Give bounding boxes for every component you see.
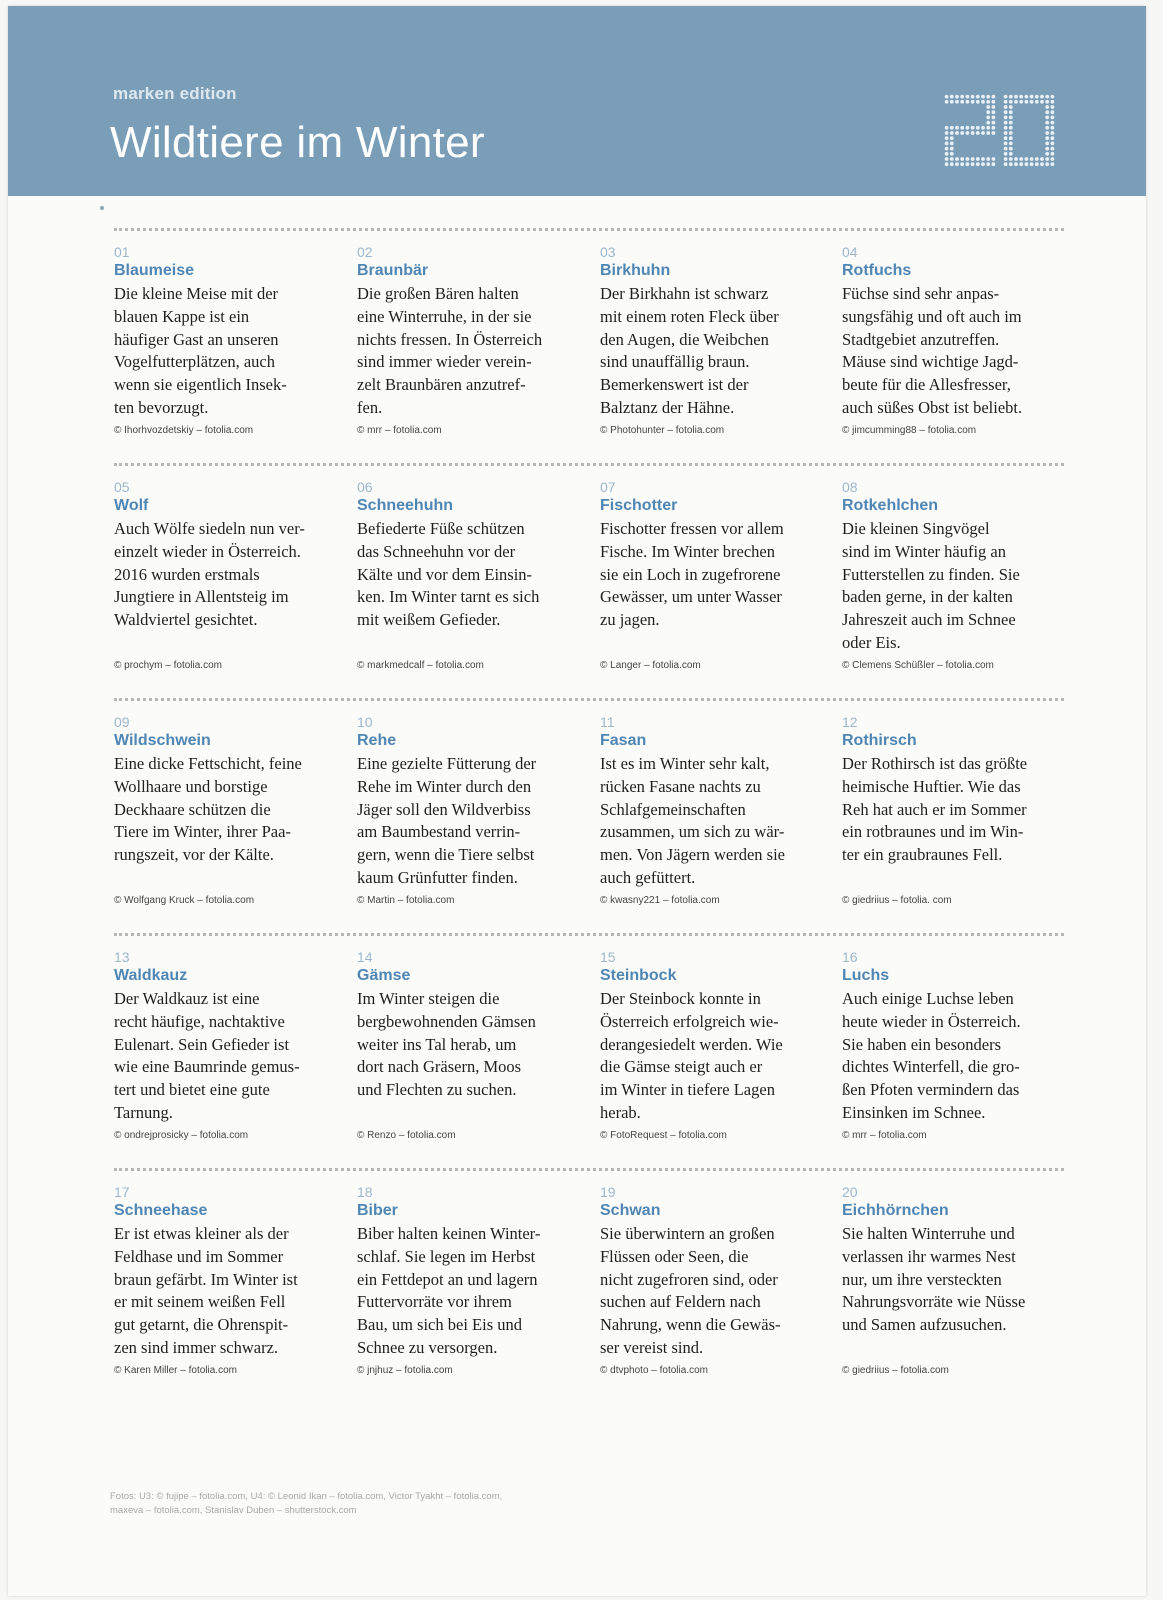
year-dot — [976, 95, 980, 99]
year-dot — [1009, 131, 1013, 135]
year-dot — [950, 142, 954, 146]
year-dot — [1051, 126, 1055, 130]
year-dot — [950, 162, 954, 166]
year-dot — [976, 100, 980, 104]
photo-credit: © mrr – fotolia.com — [357, 425, 442, 436]
year-dot — [986, 121, 990, 125]
year-dot — [966, 157, 970, 161]
entry-number: 10 — [357, 714, 373, 730]
year-dot — [986, 100, 990, 104]
year-dot — [955, 95, 959, 99]
year-dot — [986, 116, 990, 120]
year-dot — [971, 100, 975, 104]
photo-credit: © giedriius – fotolia.com — [842, 1365, 949, 1376]
year-dot — [971, 157, 975, 161]
animal-description: Er ist etwas kleiner als der Feldhase und im Sommer braun gefärbt. Im Winter ist er mit seinem weißen Fell gut getarnt, die Ohrenspit- zen sind immer schwarz. — [114, 1224, 298, 1357]
year-dot — [1051, 147, 1055, 151]
year-dot — [992, 131, 996, 135]
year-dot — [992, 95, 996, 99]
year-dot — [971, 131, 975, 135]
year-dot — [1045, 152, 1049, 156]
animal-entry — [114, 713, 346, 925]
year-dot — [966, 126, 970, 130]
year-dot — [955, 126, 959, 130]
animal-entry — [842, 1183, 1074, 1395]
year-dot — [950, 147, 954, 151]
animal-description: Auch Wölfe siedeln nun ver- einzelt wieder in Österreich. 2016 wurden erstmals Jungtiere in Allentsteig im Waldviertel gesichtet. — [114, 519, 305, 630]
photo-credit: © jnjhuz – fotolia.com — [357, 1365, 453, 1376]
animal-description: Ist es im Winter sehr kalt, rücken Fasane nachts zu Schlafgemeinschaften zusammen, um sich zu wär- men. Von Jägern werden sie auch gefüttert. — [600, 754, 785, 887]
year-dot — [1009, 152, 1013, 156]
photo-credit: © Martin – fotolia.com — [357, 895, 455, 906]
year-dot — [1045, 147, 1049, 151]
year-dot — [1051, 110, 1055, 114]
year-dot — [945, 136, 949, 140]
animal-entry — [357, 713, 589, 925]
animal-entry — [600, 948, 832, 1160]
entry-number: 20 — [842, 1184, 858, 1200]
year-dot — [1035, 95, 1039, 99]
year-dot — [945, 162, 949, 166]
entry-number: 16 — [842, 949, 858, 965]
grid-row — [114, 1168, 1064, 1403]
animal-entry — [357, 243, 589, 455]
year-dot — [1004, 105, 1008, 109]
animal-name: Rotfuchs — [842, 262, 912, 279]
animal-description: Sie halten Winterruhe und verlassen ihr warmes Nest nur, um ihre versteckten Nahrungsvorräte wie Nüsse und Samen aufzusuchen. — [842, 1224, 1026, 1335]
animal-description: Der Waldkauz ist eine recht häufige, nachtaktive Eulenart. Sein Gefieder ist wie eine Baumrinde gemus- tert und bietet eine gute Tarnung. — [114, 989, 300, 1122]
animal-description: Die kleinen Singvögel sind im Winter häufig an Futterstellen zu finden. Sie baden gerne, in der kalten Jahreszeit auch im Schnee oder Eis. — [842, 519, 1020, 652]
animal-entry — [357, 1183, 589, 1395]
year-dot — [1040, 162, 1044, 166]
animal-entry — [114, 948, 346, 1160]
year-dot — [945, 147, 949, 151]
animal-name: Rothirsch — [842, 732, 917, 749]
entry-number: 06 — [357, 479, 373, 495]
year-dot — [1009, 121, 1013, 125]
photo-credit: © Ihorhvozdetskiy – fotolia.com — [114, 425, 254, 436]
animal-name: Schneehase — [114, 1202, 208, 1219]
year-dot — [1051, 131, 1055, 135]
entry-number: 15 — [600, 949, 616, 965]
year-dot — [1045, 100, 1049, 104]
year-dot — [950, 136, 954, 140]
photo-credit: © Karen Miller – fotolia.com — [114, 1365, 237, 1376]
photo-credit: © mrr – fotolia.com — [842, 1130, 927, 1141]
header-banner — [8, 6, 1146, 196]
year-dot — [960, 157, 964, 161]
year-dot — [971, 95, 975, 99]
photo-credits-footer — [110, 1490, 710, 1518]
year-dot — [992, 162, 996, 166]
grid-row — [114, 228, 1064, 463]
year-dot — [1004, 162, 1008, 166]
year-dot — [1004, 131, 1008, 135]
year-dot — [992, 100, 996, 104]
year-dot — [945, 157, 949, 161]
entry-number: 01 — [114, 244, 130, 260]
animal-entry — [114, 1183, 346, 1395]
entry-number: 08 — [842, 479, 858, 495]
animal-grid — [114, 228, 1064, 1403]
year-dot — [1025, 100, 1029, 104]
animal-description: Die kleine Meise mit der blauen Kappe ist ein häufiger Gast an unseren Vogelfutterplätzen, auch wenn sie eigentlich Insek- ten bevorzugt. — [114, 284, 287, 417]
year-dot — [981, 95, 985, 99]
year-dot — [1014, 162, 1018, 166]
year-dot — [1004, 136, 1008, 140]
animal-entry — [357, 948, 589, 1160]
animal-name: Eichhörnchen — [842, 1202, 949, 1219]
year-dot — [960, 131, 964, 135]
year-dot — [971, 162, 975, 166]
year-dot — [1051, 121, 1055, 125]
photo-credit: © Langer – fotolia.com — [600, 660, 701, 671]
animal-name: Fasan — [600, 732, 647, 749]
year-dot — [1004, 95, 1008, 99]
grid-row — [114, 463, 1064, 698]
year-dot — [1051, 157, 1055, 161]
year-dot — [992, 110, 996, 114]
year-dot — [950, 100, 954, 104]
year-dot — [1051, 116, 1055, 120]
year-dot — [981, 126, 985, 130]
year-dot — [945, 142, 949, 146]
year-dot — [1004, 152, 1008, 156]
year-dot — [981, 100, 985, 104]
entry-number: 12 — [842, 714, 858, 730]
year-dot — [1030, 100, 1034, 104]
animal-name: Rotkehlchen — [842, 497, 939, 514]
year-dot — [1004, 142, 1008, 146]
year-dot — [966, 100, 970, 104]
year-dot — [976, 162, 980, 166]
animal-entry — [114, 478, 346, 690]
year-dot — [1004, 110, 1008, 114]
year-dot — [992, 157, 996, 161]
year-dot — [966, 162, 970, 166]
animal-description: Sie überwintern an großen Flüssen oder Seen, die nicht zugefroren sind, oder suchen auf Feldern nach Nahrung, wenn die Gewäs- ser vereist sind. — [600, 1224, 781, 1357]
year-dot — [960, 162, 964, 166]
photo-credit: © markmedcalf – fotolia.com — [357, 660, 484, 671]
year-dot — [1009, 126, 1013, 130]
animal-entry — [600, 243, 832, 455]
year-dot — [986, 105, 990, 109]
entry-number: 04 — [842, 244, 858, 260]
year-dot — [1045, 110, 1049, 114]
year-dot — [1045, 142, 1049, 146]
year-dot — [981, 157, 985, 161]
year-dot — [1004, 147, 1008, 151]
entry-number: 05 — [114, 479, 130, 495]
year-dot — [1004, 100, 1008, 104]
year-dot — [1009, 136, 1013, 140]
year-dot — [1035, 100, 1039, 104]
photo-credit: © prochym – fotolia.com — [114, 660, 222, 671]
page-title: Wildtiere im Winter — [110, 118, 485, 167]
animal-name: Schwan — [600, 1202, 661, 1219]
year-dot — [992, 121, 996, 125]
animal-description: Die großen Bären halten eine Winterruhe, in der sie nichts fressen. In Österreich sind immer wieder verein- zelt Braunbären anzutref- fen. — [357, 284, 543, 417]
year-dot — [992, 105, 996, 109]
year-dot — [1009, 110, 1013, 114]
animal-description: Auch einige Luchse leben heute wieder in Österreich. Sie haben ein besonders dichtes Winterfell, die gro- ßen Pfoten vermindern das Einsinken im Schnee. — [842, 989, 1021, 1122]
animal-description: Fischotter fressen vor allem Fische. Im Winter brechen sie ein Loch in zugefrorene Gewässer, um unter Wasser zu jagen. — [600, 519, 784, 630]
year-dot — [945, 152, 949, 156]
entry-number: 02 — [357, 244, 373, 260]
year-dot — [1004, 157, 1008, 161]
photo-credit: © Wolfgang Kruck – fotolia.com — [114, 895, 255, 906]
year-dot — [966, 131, 970, 135]
year-dot — [945, 95, 949, 99]
year-dot — [986, 131, 990, 135]
year-dot — [1035, 162, 1039, 166]
photo-credit: © kwasny221 – fotolia.com — [600, 895, 720, 906]
photo-credit: © Renzo – fotolia.com — [357, 1130, 456, 1141]
photo-credit: © Clemens Schüßler – fotolia.com — [842, 660, 994, 671]
entry-number: 17 — [114, 1184, 130, 1200]
animal-description: Eine dicke Fettschicht, feine Wollhaare und borstige Deckhaare schützen die Tiere im Winter, ihrer Paa- rungszeit, vor der Kälte. — [114, 754, 302, 865]
year-dot — [1051, 136, 1055, 140]
entry-number: 18 — [357, 1184, 373, 1200]
animal-entry — [600, 1183, 832, 1395]
animal-name: Biber — [357, 1202, 398, 1219]
year-dot — [1030, 162, 1034, 166]
entry-number: 11 — [600, 714, 615, 730]
photo-credit: © dtvphoto – fotolia.com — [600, 1365, 708, 1376]
year-dot — [992, 116, 996, 120]
animal-name: Waldkauz — [114, 967, 188, 984]
year-dot — [955, 100, 959, 104]
year-dot — [1045, 95, 1049, 99]
decorative-dot — [100, 206, 104, 210]
year-dot — [1019, 95, 1023, 99]
year-dot — [1051, 95, 1055, 99]
year-dot — [1025, 162, 1029, 166]
animal-entry — [357, 478, 589, 690]
year-dot — [1014, 95, 1018, 99]
year-dot — [1051, 142, 1055, 146]
year-dot — [986, 126, 990, 130]
year-dot — [1051, 105, 1055, 109]
year-dot — [1045, 157, 1049, 161]
year-dot — [966, 95, 970, 99]
edition-label: marken edition — [113, 84, 237, 103]
year-dot — [1009, 105, 1013, 109]
animal-description: Der Rothirsch ist das größte heimische Huftier. Wie das Reh hat auch er im Sommer ein rotbraunes und im Win- ter ein graubraunes Fell. — [842, 754, 1028, 865]
year-dot — [1040, 100, 1044, 104]
year-dot — [1019, 157, 1023, 161]
year-dot — [1051, 152, 1055, 156]
year-dot — [960, 95, 964, 99]
animal-description: Biber halten keinen Winter- schlaf. Sie legen im Herbst ein Fettdepot an und lagern Futtervorräte vor ihrem Bau, um sich bei Eis und Schnee zu versorgen. — [357, 1224, 541, 1357]
animal-description: Eine gezielte Fütterung der Rehe im Winter durch den Jäger soll den Wildverbiss am Baumbestand verrin- gern, wenn die Tiere selbst kaum Grünfutter finden. — [357, 754, 537, 887]
animal-description: Befiederte Füße schützen das Schneehuhn vor der Kälte und vor dem Einsin- ken. Im Winter tarnt es sich mit weißem Gefieder. — [357, 519, 540, 630]
year-dot — [986, 162, 990, 166]
year-dot — [1004, 116, 1008, 120]
year-dot — [1051, 162, 1055, 166]
year-dot — [1009, 95, 1013, 99]
photo-credit: © Photohunter – fotolia.com — [600, 425, 725, 436]
grid-row — [114, 698, 1064, 933]
animal-description: Im Winter steigen die bergbewohnenden Gämsen weiter ins Tal herab, um dort nach Gräsern, Moos und Flechten zu suchen. — [357, 989, 536, 1100]
year-dot — [1045, 105, 1049, 109]
year-dot — [981, 131, 985, 135]
year-dot — [1025, 95, 1029, 99]
entry-number: 09 — [114, 714, 130, 730]
year-dot — [971, 126, 975, 130]
animal-name: Gämse — [357, 967, 411, 984]
year-dot — [950, 131, 954, 135]
animal-name: Birkhuhn — [600, 262, 671, 279]
photo-credit: © jimcumming88 – fotolia.com — [842, 425, 977, 436]
animal-name: Wolf — [114, 497, 149, 514]
year-dot — [1009, 147, 1013, 151]
year-dot — [1004, 121, 1008, 125]
year-dot — [981, 162, 985, 166]
entry-number: 03 — [600, 244, 616, 260]
footer-line-2: maxeva – fotolia.com, Stanislav Duben – shutterstock.com — [110, 1505, 357, 1516]
year-dot — [945, 131, 949, 135]
animal-name: Steinbock — [600, 967, 677, 984]
year-dot — [1009, 157, 1013, 161]
year-dot — [1045, 136, 1049, 140]
year-dot — [1009, 100, 1013, 104]
year-dot — [955, 157, 959, 161]
photo-credit: © giedriius – fotolia. com — [842, 895, 952, 906]
year-dot — [1030, 95, 1034, 99]
calendar-page — [8, 6, 1146, 1596]
year-dot — [955, 131, 959, 135]
photo-credit: © FotoRequest – fotolia.com — [600, 1130, 727, 1141]
animal-entry — [600, 713, 832, 925]
animal-entry — [114, 243, 346, 455]
animal-entry — [842, 243, 1074, 455]
year-dot — [1035, 157, 1039, 161]
year-dot — [986, 110, 990, 114]
year-dot — [1045, 126, 1049, 130]
year-dot — [960, 126, 964, 130]
year-dot — [950, 157, 954, 161]
year-dot — [945, 100, 949, 104]
animal-entry — [842, 478, 1074, 690]
animal-entry — [842, 948, 1074, 1160]
animal-entry — [600, 478, 832, 690]
year-dot — [950, 152, 954, 156]
year-dot — [976, 131, 980, 135]
year-dot — [1045, 116, 1049, 120]
entry-number: 19 — [600, 1184, 616, 1200]
animal-entry — [842, 713, 1074, 925]
photo-credit: © ondrejprosicky – fotolia.com — [114, 1130, 249, 1141]
year-dot — [1030, 157, 1034, 161]
year-dot — [1051, 100, 1055, 104]
year-dot — [1004, 126, 1008, 130]
year-dot — [1014, 157, 1018, 161]
year-dot — [1025, 157, 1029, 161]
year-dot — [1009, 142, 1013, 146]
year-dot — [1045, 162, 1049, 166]
animal-name: Rehe — [357, 732, 397, 749]
animal-name: Blaumeise — [114, 262, 195, 279]
animal-name: Fischotter — [600, 497, 678, 514]
year-dot — [960, 100, 964, 104]
year-dot — [986, 95, 990, 99]
year-dot — [1019, 162, 1023, 166]
year-dot — [1019, 100, 1023, 104]
year-dot — [1009, 116, 1013, 120]
year-dot — [976, 157, 980, 161]
animal-name: Wildschwein — [114, 732, 211, 749]
year-dot — [976, 126, 980, 130]
year-dot — [945, 126, 949, 130]
animal-description: Der Steinbock konnte in Österreich erfolgreich wie- derangesiedelt werden. Wie die Gämse steigt auch er im Winter in tiefere Lagen herab. — [600, 989, 783, 1122]
year-dot — [1045, 131, 1049, 135]
year-dot — [1045, 121, 1049, 125]
year-dot — [1009, 162, 1013, 166]
year-dot — [950, 95, 954, 99]
year-dot — [1040, 95, 1044, 99]
footer-line-1: Fotos: U3: © fujipe – fotolia.com, U4: © Leonid Ikan – fotolia.com, Victor Tyakht – fotolia.com, — [110, 1491, 503, 1502]
entry-number: 13 — [114, 949, 130, 965]
year-dot — [955, 162, 959, 166]
year-dot — [950, 126, 954, 130]
year-dot — [992, 126, 996, 130]
entry-number: 14 — [357, 949, 373, 965]
year-dot — [1040, 157, 1044, 161]
year-dot — [986, 157, 990, 161]
entry-number: 07 — [600, 479, 616, 495]
animal-name: Braunbär — [357, 262, 429, 279]
animal-name: Luchs — [842, 967, 890, 984]
animal-name: Schneehuhn — [357, 497, 454, 514]
animal-description: Der Birkhahn ist schwarz mit einem roten Fleck über den Augen, die Weibchen sind unauffällig braun. Bemerkenswert ist der Balztanz der Hähne. — [600, 284, 779, 417]
year-dot — [1014, 100, 1018, 104]
animal-description: Füchse sind sehr anpas- sungsfähig und oft auch im Stadtgebiet anzutreffen. Mäuse sind wichtige Jagd- beute für die Allesfresser, auch süßes Obst ist beliebt. — [842, 284, 1023, 417]
year-dot-logo — [942, 92, 1060, 168]
grid-row — [114, 933, 1064, 1168]
